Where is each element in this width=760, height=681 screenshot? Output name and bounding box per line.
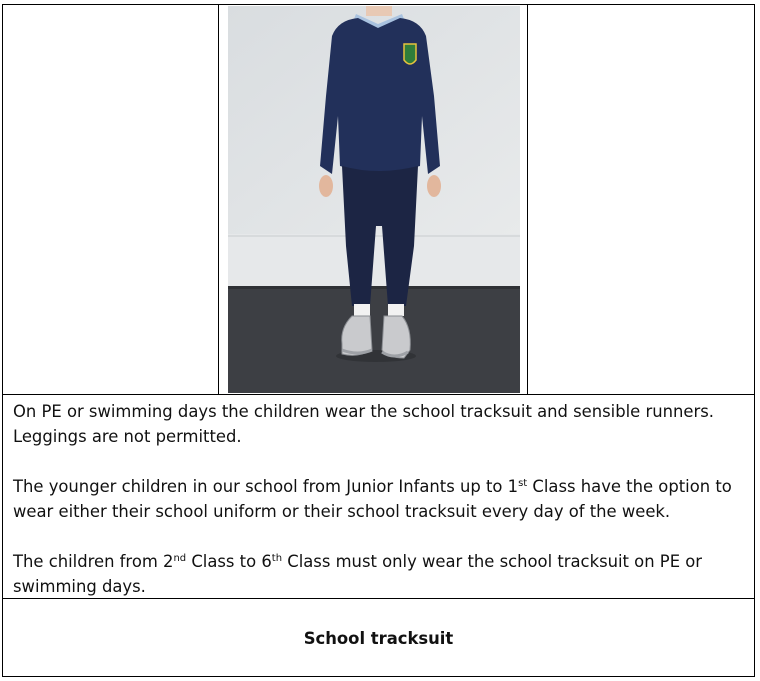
older-children-text-2: Class to 6: [186, 552, 272, 571]
paragraph-pe-days: [13, 399, 744, 449]
empty-cell-left: [3, 5, 219, 394]
older-children-text-1: The children from 2: [13, 552, 174, 571]
ordinal-st: st: [518, 478, 528, 489]
ordinal-th: th: [271, 553, 283, 564]
tracksuit-photo: [228, 6, 520, 393]
caption-cell: [3, 600, 754, 676]
empty-cell-right: [527, 5, 755, 394]
paragraph-younger-children: [13, 474, 744, 524]
child-in-tracksuit-illustration: [228, 6, 520, 393]
caption-text: School tracksuit: [303, 628, 454, 648]
younger-children-text-1: The younger children in our school from Junior Infants up to 1: [13, 477, 519, 496]
ordinal-nd: nd: [173, 553, 187, 564]
description-cell: [3, 395, 754, 599]
uniform-table: [2, 4, 755, 677]
younger-children-text-2: Class have the option to wear either their school uniform or their school tracksuit every day of the week.: [13, 477, 732, 521]
paragraph-older-children: [13, 549, 744, 599]
older-children-text-3: Class must only wear the school tracksuit on PE or swimming days.: [13, 552, 703, 596]
photo-row: [3, 5, 754, 395]
pe-days-text: On PE or swimming days the children wear the school tracksuit and sensible runners. Leggings are not permitted.: [13, 402, 714, 446]
